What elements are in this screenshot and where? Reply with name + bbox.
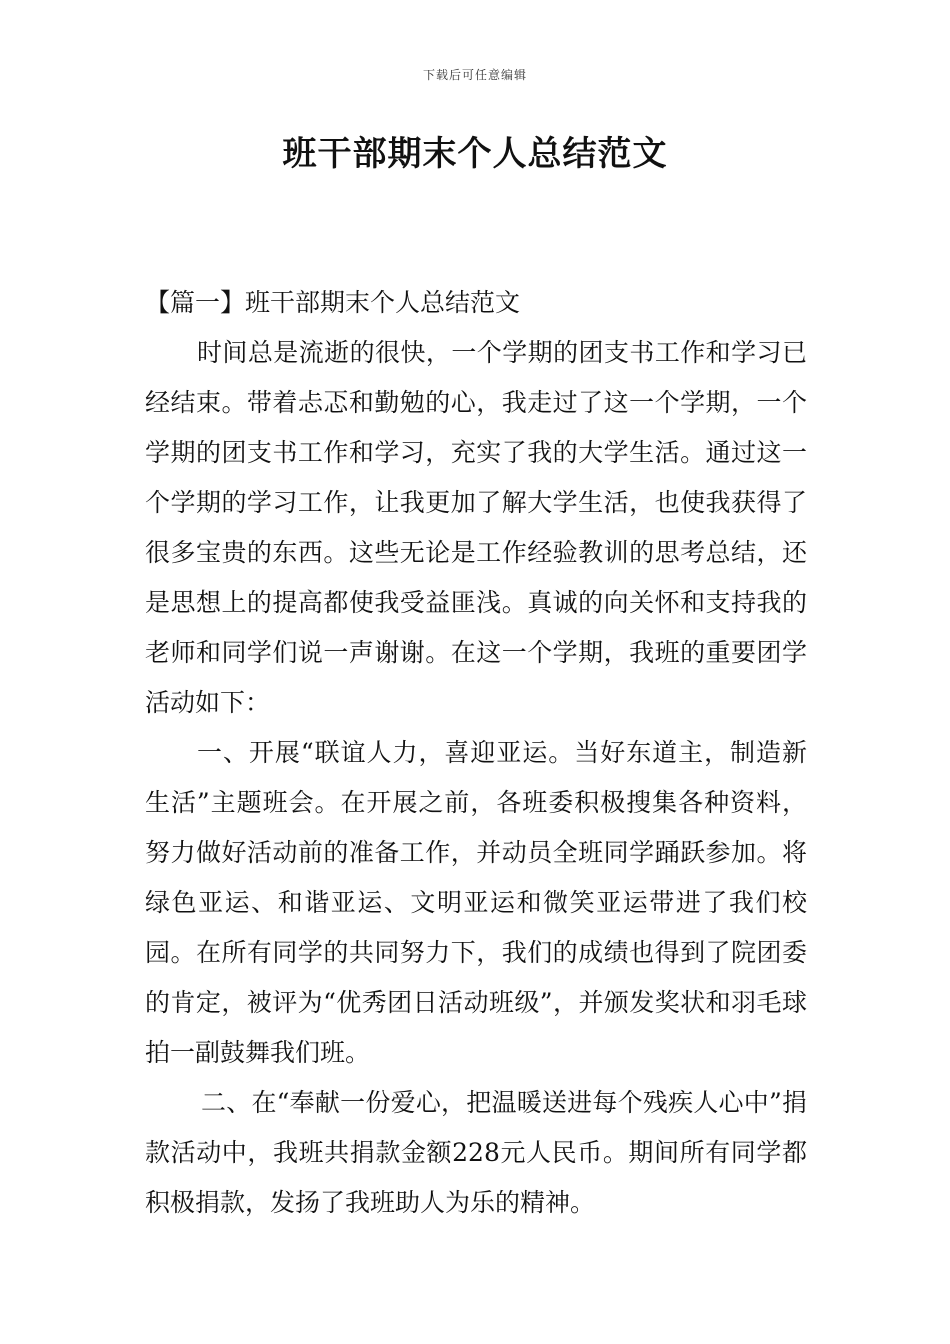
section-heading: 【篇一】班干部期末个人总结范文: [145, 288, 521, 317]
document-body: [145, 278, 807, 1228]
header-note: 下载后可任意编辑: [422, 68, 527, 82]
paragraph-activity-two: 二、在“奉献一份爱心，把温暖送进每个残疾人心中”捐款活动中，我班共捐款金额228元人民币。期间所有同学都积极捐款，发扬了我班助人为乐的精神。: [145, 1088, 807, 1217]
paragraph-intro: 时间总是流逝的很快，一个学期的团支书工作和学习已经结束。带着忐忑和勤勉的心，我走过了这一个学期，一个学期的团支书工作和学习，充实了我的大学生活。通过这一个学期的学习工作，让我更加了解大学生活，也使我获得了很多宝贵的东西。这些无论是工作经验教训的思考总结，还是思想上的提高都使我受益匪浅。真诚的向关怀和支持我的老师和同学们说一声谢谢。在这一个学期，我班的重要团学活动如下：: [145, 338, 807, 717]
document-title: 班干部期末个人总结范文: [282, 134, 668, 174]
paragraph-activity-one: 一、开展“联谊人力，喜迎亚运。当好东道主，制造新生活”主题班会。在开展之前，各班委积极搜集各种资料，努力做好活动前的准备工作，并动员全班同学踊跃参加。将绿色亚运、和谐亚运、文明亚运和微笑亚运带进了我们校园。在所有同学的共同努力下，我们的成绩也得到了院团委的肯定，被评为“优秀团日活动班级”，并颁发奖状和羽毛球拍一副鼓舞我们班。: [145, 738, 807, 1067]
